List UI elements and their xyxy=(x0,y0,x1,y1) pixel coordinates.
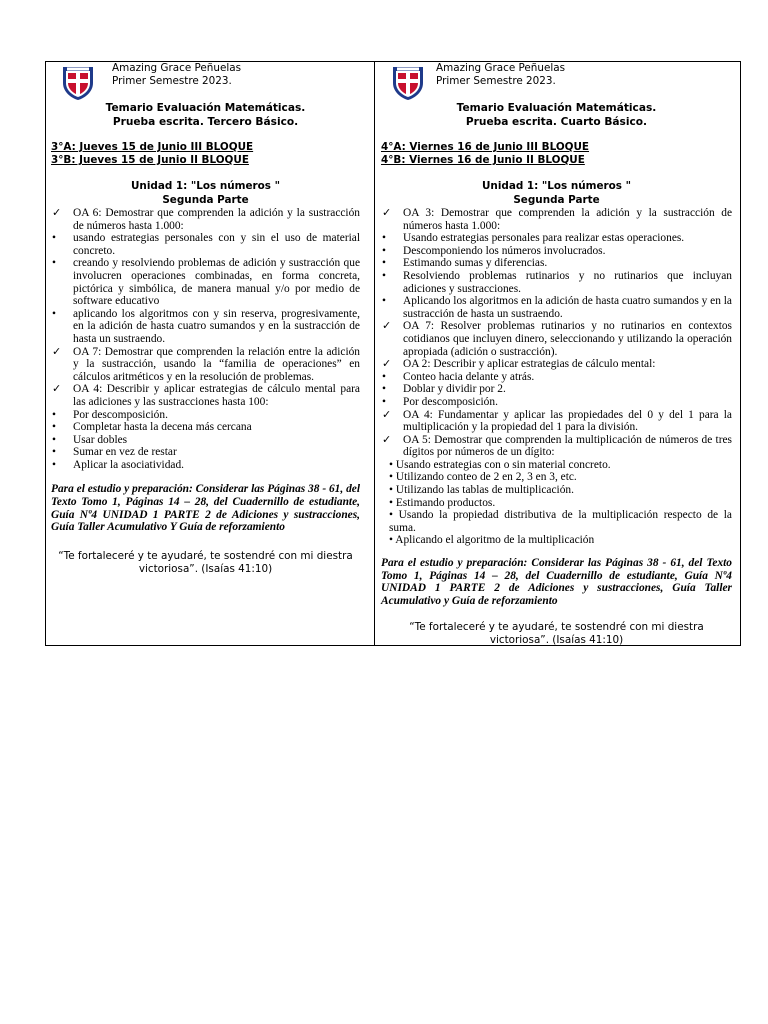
bullet-icon: • xyxy=(52,257,56,270)
list-item-text: OA 7: Resolver problemas rutinarios y no rutinarios en contextos cotidianos que incluyen dinero, seleccionando y utilizando la operación apropiada (adición o sustracción). xyxy=(403,320,732,358)
exam-date-a: 3°A: Jueves 15 de Junio III BLOQUE xyxy=(51,141,254,153)
bullet-icon: • xyxy=(52,458,56,471)
list-item xyxy=(381,497,732,510)
list-item xyxy=(381,509,732,534)
topic-sublist xyxy=(381,459,732,547)
list-item xyxy=(51,383,360,408)
list-item-text: Por descomposición. xyxy=(403,395,498,408)
list-item-text: Por descomposición. xyxy=(73,408,168,421)
bullet-icon: • xyxy=(52,307,56,320)
list-item-text: Conteo hacia delante y atrás. xyxy=(403,370,535,383)
list-item-text: Usar dobles xyxy=(73,433,128,446)
unit-part: Segunda Parte xyxy=(513,194,600,206)
list-item xyxy=(381,471,732,484)
list-item xyxy=(381,257,732,270)
right-column xyxy=(375,62,740,645)
list-item-text: OA 2: Describir y aplicar estrategias de cálculo mental: xyxy=(403,358,656,371)
list-item-text: Sumar en vez de restar xyxy=(73,446,177,459)
list-item-text: OA 4: Fundamentar y aplicar las propiedades del 0 y del 1 para la multiplicación y la propiedad del 1 para la división. xyxy=(403,408,732,434)
checkmark-icon: ✓ xyxy=(382,206,392,219)
list-item-text: OA 4: Describir y aplicar estrategias de cálculo mental para las adiciones y las sustracciones hasta 100: xyxy=(73,383,360,408)
bullet-icon: • xyxy=(382,295,386,308)
list-item-text: usando estrategias personales con y sin el uso de material concreto. xyxy=(73,232,360,257)
exam-subtitle: Prueba escrita. Tercero Básico. xyxy=(112,116,299,128)
checkmark-icon: ✓ xyxy=(52,206,62,219)
bullet-icon: • xyxy=(382,232,386,245)
list-item xyxy=(51,308,360,346)
left-column xyxy=(46,62,375,645)
list-item xyxy=(381,383,732,396)
bullet-icon: • xyxy=(389,471,393,484)
list-item-text: Estimando sumas y diferencias. xyxy=(403,257,548,270)
bible-verse: “Te fortaleceré y te ayudaré, te sostendré con mi diestra victoriosa”. (Isaías 41:10) xyxy=(409,621,704,647)
list-item-text: Usando estrategias personales para realizar estas operaciones. xyxy=(403,232,685,245)
checkmark-icon: ✓ xyxy=(382,432,392,446)
list-item-text: Resolviendo problemas rutinarios y no rutinarios que incluyan adiciones y sustracciones. xyxy=(403,269,732,295)
list-item-text: Completar hasta la decena más cercana xyxy=(73,421,252,434)
semester-label: Primer Semestre 2023. xyxy=(112,75,232,87)
list-item-text: OA 7: Demostrar que comprenden la relación entre la adición y la sustracción, usando la “familia de operaciones” en cálculos aritméticos y en la resolución de problemas. xyxy=(73,345,360,383)
study-instructions: Para el estudio y preparación: Considerar las Páginas 38 - 61, del Texto Tomo 1, Páginas 14 – 28, del Cuadernillo de estudiante, Guía Nº4 UNIDAD 1 PARTE 2 de Adiciones y sustracciones, Guía Taller Acumulativo Y Guía de reforzamiento xyxy=(51,483,360,534)
school-name-block xyxy=(112,62,241,88)
document-page xyxy=(45,61,741,646)
exam-date-b: 3°B: Jueves 15 de Junio II BLOQUE xyxy=(51,154,249,166)
list-item xyxy=(51,434,360,447)
bullet-icon: • xyxy=(52,232,56,245)
left-header xyxy=(51,62,360,100)
list-item xyxy=(51,207,360,232)
bullet-icon: • xyxy=(382,269,386,282)
list-item-text: aplicando los algoritmos con y sin reserva, progresivamente, en la adición de hasta cuatro sumandos y en la sustracción de hasta un sustraendo. xyxy=(73,307,360,345)
list-item xyxy=(51,409,360,422)
bullet-icon: • xyxy=(382,383,386,396)
list-item-text: OA 5: Demostrar que comprenden la multiplicación de números de tres dígitos por números de un dígito: xyxy=(403,433,732,459)
bullet-icon: • xyxy=(52,433,56,446)
list-item xyxy=(381,484,732,497)
bullet-icon: • xyxy=(389,496,393,509)
list-item-text: OA 3: Demostrar que comprenden la adición y la sustracción de números hasta 1.000: xyxy=(403,207,732,232)
list-item-text: Usando la propiedad distributiva de la multiplicación respecto de la suma. xyxy=(389,509,732,534)
bullet-icon: • xyxy=(52,446,56,459)
list-item-text: Utilizando conteo de 2 en 2, 3 en 3, etc. xyxy=(393,471,577,484)
list-item-text: Aplicar la asociatividad. xyxy=(73,458,185,471)
school-name: Amazing Grace Peñuelas xyxy=(112,62,242,74)
list-item xyxy=(51,421,360,434)
topic-list xyxy=(381,207,732,459)
bullet-icon: • xyxy=(389,534,393,547)
list-item xyxy=(381,434,732,459)
list-item xyxy=(381,295,732,320)
study-instructions: Para el estudio y preparación: Considerar las Páginas 38 - 61, del Texto Tomo 1, Páginas 14 – 28, del Cuadernillo de estudiante, Guía Nº4 UNIDAD 1 PARTE 2 de Adiciones y sustracciones, Guía Taller Acumulativo y Guía de reforzamiento xyxy=(381,557,732,607)
bible-verse: “Te fortaleceré y te ayudaré, te sostendré con mi diestra victoriosa”. (Isaías 41:10) xyxy=(58,549,353,575)
checkmark-icon: ✓ xyxy=(52,344,62,358)
list-item xyxy=(381,396,732,409)
exam-title: Temario Evaluación Matemáticas. xyxy=(105,102,306,114)
list-item-text: creando y resolviendo problemas de adición y sustracción que involucren operaciones combinadas, en forma concreta, pictórica y simbólica, de manera manual y/o por medio de software educativo xyxy=(73,257,360,308)
list-item-text: Usando estrategias con o sin material concreto. xyxy=(393,458,611,471)
exam-title: Temario Evaluación Matemáticas. xyxy=(456,102,657,114)
checkmark-icon: ✓ xyxy=(382,407,392,421)
list-item-text: OA 6: Demostrar que comprenden la adición y la sustracción de números hasta 1.000: xyxy=(73,207,360,232)
unit-title: Unidad 1: "Los números " xyxy=(130,180,281,192)
bullet-icon: • xyxy=(382,244,386,257)
exam-date-a: 4°A: Viernes 16 de Junio III BLOQUE xyxy=(381,141,590,153)
right-header xyxy=(381,62,732,100)
exam-subtitle: Prueba escrita. Cuarto Básico. xyxy=(465,116,648,128)
checkmark-icon: ✓ xyxy=(382,357,392,371)
school-crest-icon xyxy=(391,65,425,101)
list-item xyxy=(381,459,732,472)
list-item xyxy=(51,257,360,307)
list-item xyxy=(51,346,360,384)
list-item xyxy=(381,358,732,371)
list-item-text: Estimando productos. xyxy=(393,496,496,509)
unit-title: Unidad 1: "Los números " xyxy=(481,180,632,192)
unit-part: Segunda Parte xyxy=(162,194,249,206)
list-item xyxy=(381,270,732,295)
checkmark-icon: ✓ xyxy=(52,382,62,396)
list-item xyxy=(381,409,732,434)
semester-label: Primer Semestre 2023. xyxy=(436,75,556,87)
bullet-icon: • xyxy=(389,484,393,497)
list-item xyxy=(51,446,360,459)
list-item xyxy=(51,232,360,257)
list-item xyxy=(381,534,732,547)
bullet-icon: • xyxy=(389,509,393,522)
list-item xyxy=(381,371,732,384)
bullet-icon: • xyxy=(389,458,393,471)
list-item xyxy=(381,245,732,258)
school-name: Amazing Grace Peñuelas xyxy=(436,62,566,74)
list-item xyxy=(381,207,732,232)
school-name-block xyxy=(436,62,565,88)
exam-date-b: 4°B: Viernes 16 de Junio II BLOQUE xyxy=(381,154,585,166)
list-item xyxy=(381,232,732,245)
list-item-text: Utilizando las tablas de multiplicación. xyxy=(393,484,574,497)
list-item xyxy=(381,320,732,358)
list-item-text: Descomponiendo los números involucrados. xyxy=(403,244,606,257)
list-item-text: Doblar y dividir por 2. xyxy=(403,383,506,396)
list-item-text: Aplicando el algoritmo de la multiplicación xyxy=(393,534,595,547)
bullet-icon: • xyxy=(52,421,56,434)
bullet-icon: • xyxy=(52,408,56,421)
checkmark-icon: ✓ xyxy=(382,319,392,333)
list-item xyxy=(51,459,360,472)
school-crest-icon xyxy=(61,65,95,101)
bullet-icon: • xyxy=(382,257,386,270)
topic-list xyxy=(51,207,360,471)
bullet-icon: • xyxy=(382,395,386,408)
bullet-icon: • xyxy=(382,370,386,383)
list-item-text: Aplicando los algoritmos en la adición de hasta cuatro sumandos y en la sustracción de hasta un sustraendo. xyxy=(403,295,732,320)
